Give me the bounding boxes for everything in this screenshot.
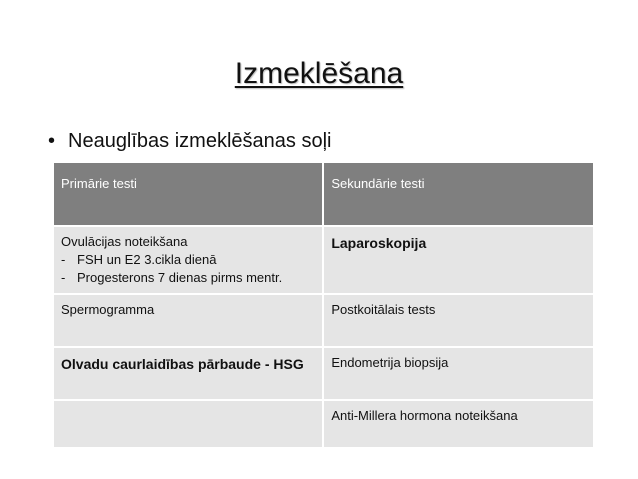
cell-primary — [54, 401, 324, 449]
list-item-text: FSH un E2 3.cikla dienā — [77, 252, 217, 267]
table-row — [54, 295, 593, 348]
table-header-row — [54, 163, 593, 227]
dash-icon: - — [61, 252, 66, 267]
cell-primary: Olvadu caurlaidības pārbaude - HSG — [54, 348, 324, 401]
bullet-icon: • — [48, 130, 56, 152]
table-row — [54, 401, 593, 449]
bullet-item — [48, 129, 331, 153]
list-item — [61, 269, 315, 287]
header-primary: Primārie testi — [54, 163, 324, 227]
tests-table — [54, 163, 593, 449]
cell-secondary: Anti-Millera hormona noteikšana — [324, 401, 593, 449]
dash-icon: - — [61, 270, 66, 285]
bullet-text: Neauglības izmeklēšanas soļi — [68, 130, 332, 152]
header-secondary: Sekundārie testi — [324, 163, 593, 227]
cell-secondary: Laparoskopija — [324, 227, 593, 295]
cell-primary: Spermogramma — [54, 295, 324, 348]
list-item-text: Progesterons 7 dienas pirms mentr. — [77, 270, 283, 285]
cell-text: Ovulācijas noteikšana — [61, 234, 188, 249]
cell-primary — [54, 227, 324, 295]
table-row — [54, 227, 593, 295]
list-item — [61, 251, 315, 269]
slide-title: Izmeklēšana — [234, 57, 404, 90]
cell-secondary: Endometrija biopsija — [324, 348, 593, 401]
table-row — [54, 348, 593, 401]
cell-secondary: Postkoitālais tests — [324, 295, 593, 348]
